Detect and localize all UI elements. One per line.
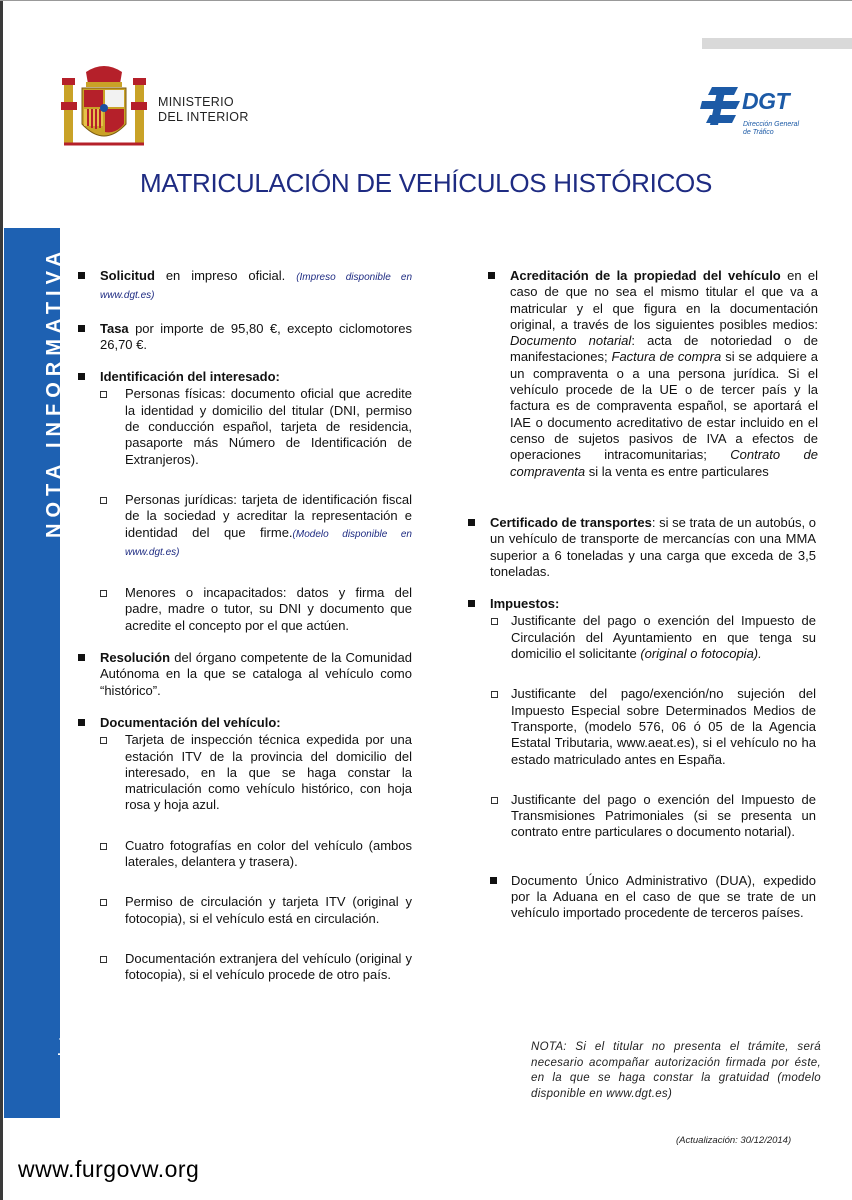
sublist-item-permiso xyxy=(125,894,412,927)
acreditacion-text4: si la venta es entre particulares xyxy=(585,463,769,479)
right-column-certificado xyxy=(490,515,816,922)
checkbox-square-icon xyxy=(100,843,107,850)
sidebar-website: www.dgt.es xyxy=(56,1010,77,1108)
checkbox-square-icon xyxy=(491,691,498,698)
sublist-item-impuesto-circulacion xyxy=(511,613,816,662)
documentacion-label: Documentación del vehículo: xyxy=(100,714,281,730)
imp3-text: Justificante del pago o exención del Impuesto de Transmisiones Patrimoniales (si se presenta un contrato entre particulares o documento notarial). xyxy=(511,791,816,840)
acreditacion-factura: Factura de compra xyxy=(611,349,722,365)
dgt-subtitle xyxy=(743,121,799,137)
checkbox-square-icon xyxy=(491,797,498,804)
bullet-icon xyxy=(78,373,85,380)
dua-text: Documento Único Administrativo (DUA), expedido por la Aduana en el caso de que se trate de un vehículo importado procedente de terceros países. xyxy=(511,872,816,921)
page-title: MATRICULACIÓN DE VEHÍCULOS HISTÓRICOS xyxy=(139,168,713,198)
acreditacion-notarial: Documento notarial xyxy=(510,333,632,349)
checkbox-square-icon xyxy=(100,391,107,398)
solicitud-text: en impreso oficial. xyxy=(154,268,297,283)
list-item-identificacion xyxy=(100,369,412,385)
acreditacion-text3: si se adquiere a un compraventa o a una persona jurídica. Si el vehículo procede de la UE o de tercer país y la factura es de compraventa español, se aportará el IAE o documento acreditativo de estar incluido en el censo de sujetos pasivos de IVA a efectos de operaciones intracomunitarias; xyxy=(510,349,818,463)
acreditacion-label: Acreditación de la propiedad del vehículo xyxy=(510,268,781,283)
juridicas-text: Personas jurídicas: tarjeta de identificación fiscal de la sociedad y acreditar la representación e identidad del que firme. xyxy=(125,491,412,540)
ministry-name xyxy=(158,95,249,125)
bullet-icon xyxy=(78,654,85,661)
sublist-item-menores xyxy=(125,585,412,634)
list-item-impuestos xyxy=(490,596,816,612)
solicitud-note: (Impreso disponible en www.dgt.es) xyxy=(100,272,413,302)
doc3-text: Permiso de circulación y tarjeta ITV (original y fotocopia), si el vehículo está en circulación. xyxy=(125,894,412,926)
menores-text: Menores o incapacitados: datos y firma del padre, madre o tutor, su DNI y documento que acredite el concepto por el que actúen. xyxy=(125,585,412,633)
juridicas-note: (Modelo disponible en www.dgt.es) xyxy=(125,528,412,558)
acreditacion-text1: en el caso de que no sea el mismo titular el que va a matricular y el que figura en la documentación original, a través de los siguientes posibles medios: xyxy=(510,268,819,332)
checkbox-square-icon xyxy=(100,956,107,963)
checkbox-square-icon xyxy=(100,737,107,744)
solicitud-label: Solicitud xyxy=(100,268,155,283)
list-item-documentacion xyxy=(100,715,412,731)
dgt-subtitle-line1: Dirección General xyxy=(743,121,800,128)
bullet-icon xyxy=(490,877,497,884)
resolucion-label: Resolución xyxy=(100,650,171,666)
doc2-text: Cuatro fotografías en color del vehículo (ambos laterales, delantera y trasera). xyxy=(125,837,412,870)
left-column xyxy=(100,268,412,984)
list-item-resolucion xyxy=(100,650,412,699)
imp1-text: Justificante del pago o exención del Impuesto de Circulación del Ayuntamiento en que tenga su domicilio el solicitante xyxy=(511,613,816,662)
ministry-line1: MINISTERIO xyxy=(158,95,234,109)
resolucion-text: del órgano competente de la Comunidad Autónoma en la que se cataloga al vehículo como “histórico”. xyxy=(100,650,412,698)
fisicas-text: Personas físicas: documento oficial que acredite la identidad y domicilio del titular (DNI, permiso de conducción español, tarjeta de residencia, pasaporte más Número de Identificación de Extranjeros). xyxy=(125,386,412,467)
impuestos-label: Impuestos: xyxy=(490,596,560,612)
sublist-item-extranjera xyxy=(125,951,412,984)
identificacion-label: Identificación del interesado: xyxy=(100,369,280,385)
doc1-text: Tarjeta de inspección técnica expedida por una estación ITV de la provincia del domicilio del interesado, en la que se haga constar la matriculación como vehículo histórico, con hoja rosa y hoja azul. xyxy=(125,732,412,813)
checkbox-square-icon xyxy=(100,899,107,906)
sublist-item-tarjeta-itv xyxy=(125,732,412,813)
list-item-dua xyxy=(511,873,816,922)
certificado-text: : si se trata de un autobús, o un vehículo de transporte de mercancías con una MMA superior a 6 toneladas y una carga que exceda de 3,5 toneladas. xyxy=(490,515,816,579)
bullet-icon xyxy=(468,519,475,526)
coat-of-arms-logo xyxy=(56,62,152,154)
dgt-logo-text: DGT xyxy=(742,88,790,114)
imp1-note: (original o fotocopia). xyxy=(640,646,762,662)
bullet-icon xyxy=(78,272,85,279)
sublist-item-transmisiones xyxy=(511,792,816,841)
bullet-icon xyxy=(78,719,85,726)
sublist-item-juridicas xyxy=(125,492,412,561)
acreditacion-text2: : acta de notoriedad o de manifestaciones; xyxy=(510,333,818,365)
list-item-solicitud xyxy=(100,268,412,305)
list-item-tasa xyxy=(100,321,412,354)
sublist-item-fotografias xyxy=(125,838,412,871)
right-column-acreditacion xyxy=(510,268,818,480)
checkbox-square-icon xyxy=(100,590,107,597)
checkbox-square-icon xyxy=(491,618,498,625)
sublist-item-fisicas xyxy=(125,386,412,467)
sublist-item-impuesto-especial xyxy=(511,686,816,767)
certificado-label: Certificado de transportes xyxy=(490,515,652,530)
tasa-label: Tasa xyxy=(100,320,129,336)
acreditacion-contrato: Contrato de compraventa xyxy=(510,447,819,479)
dgt-subtitle-line2: de Tráfico xyxy=(743,129,774,136)
checkbox-square-icon xyxy=(100,497,107,504)
tasa-text: por importe de 95,80 €, excepto ciclomotores 26,70 €. xyxy=(100,320,412,352)
sidebar-nota-informativa: NOTA INFORMATIVA xyxy=(43,246,65,538)
doc4-text: Documentación extranjera del vehículo (original y fotocopia), si el vehículo procede de otro país. xyxy=(125,950,412,983)
watermark-text: www.furgovw.org xyxy=(18,1156,200,1182)
page-border-top xyxy=(0,0,852,1)
header-grey-tab xyxy=(702,38,852,49)
list-item-certificado xyxy=(490,515,816,580)
footer-note: NOTA: Si el titular no presenta el trámite, será necesario acompañar autorización firmada por éste, en la que se haga constar la gratuidad (modelo disponible en www.dgt.es) xyxy=(531,1041,821,1100)
list-item-acreditacion xyxy=(510,268,818,480)
bullet-icon xyxy=(78,325,85,332)
ministry-line2: DEL INTERIOR xyxy=(158,110,249,124)
bullet-icon xyxy=(488,272,495,279)
imp2-text: Justificante del pago/exención/no sujeción del Impuesto Especial sobre Determinados Medios de Transporte, (modelo 576, 06 ó 05 de la Agencia Estatal Tributaria, www.aeat.es), si el vehículo no ha estado matriculado antes en España. xyxy=(511,686,816,767)
update-date: (Actualización: 30/12/2014) xyxy=(676,1135,792,1146)
bullet-icon xyxy=(468,600,475,607)
